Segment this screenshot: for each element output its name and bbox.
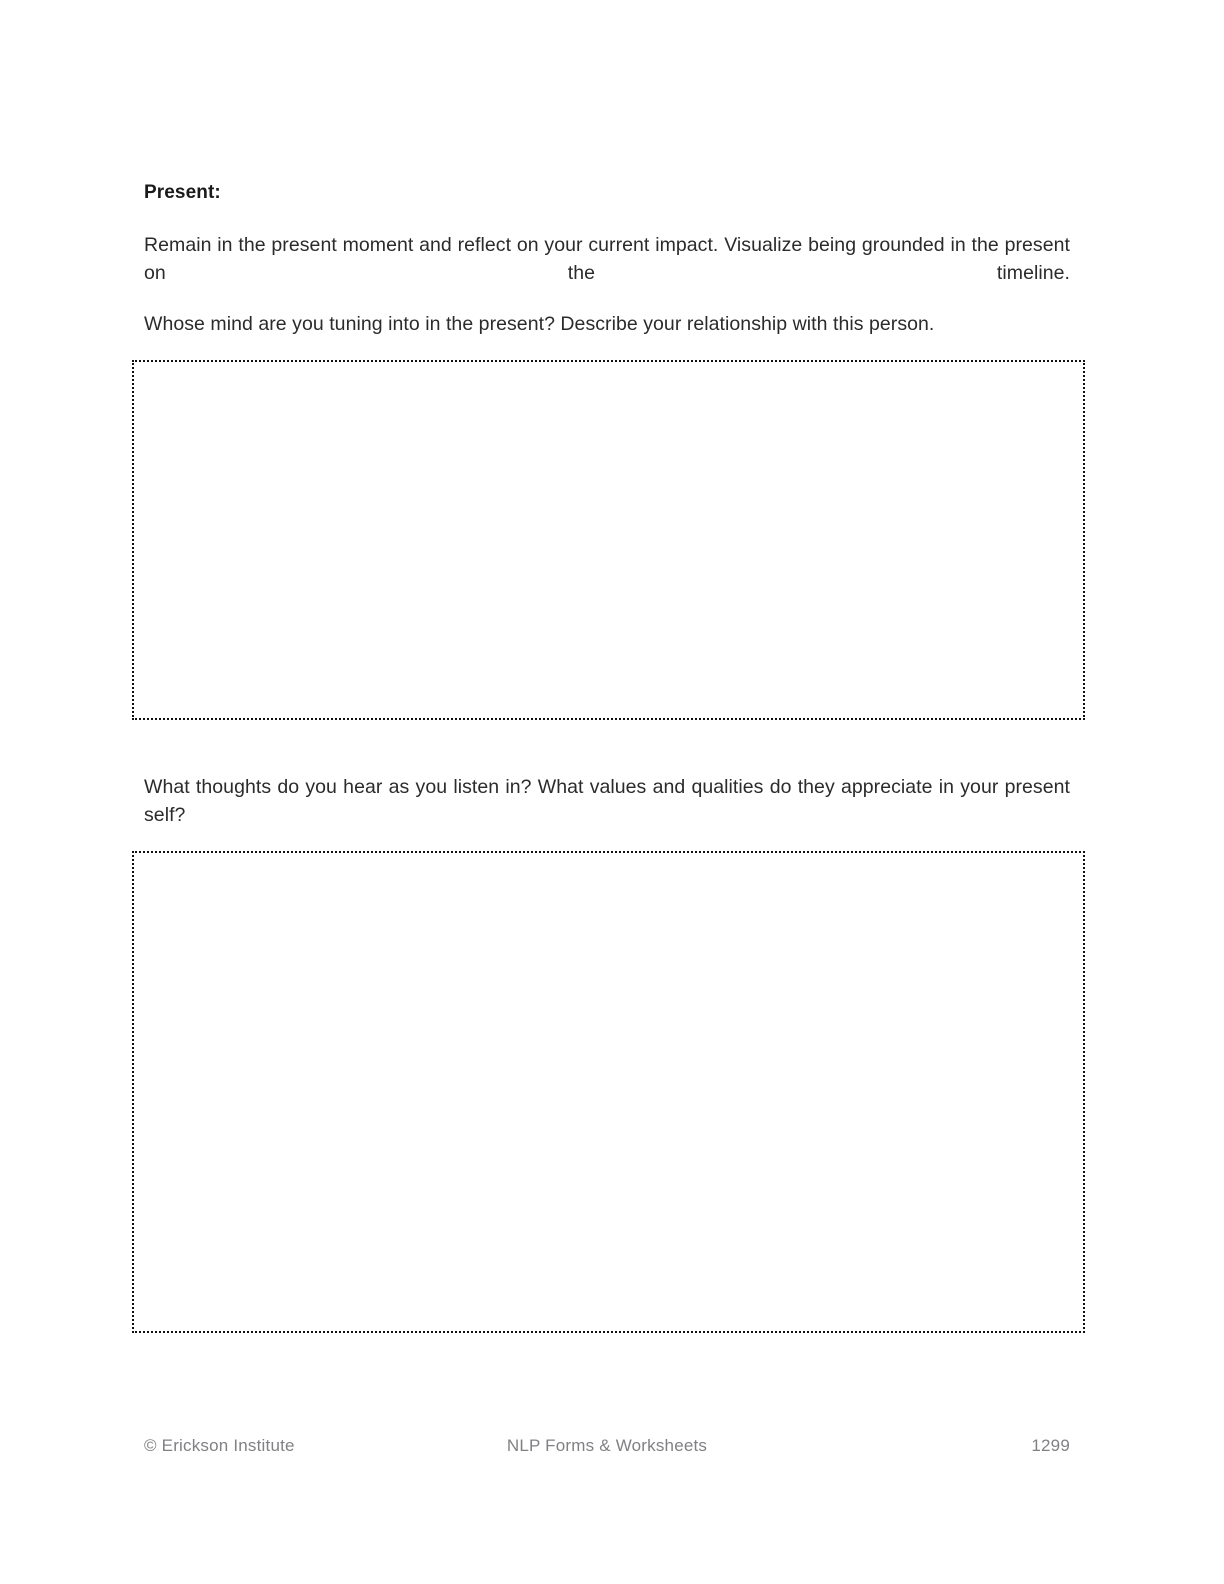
footer-title: NLP Forms & Worksheets — [506, 1436, 708, 1455]
page-title: Present: — [144, 182, 221, 203]
footer-copyright: © Erickson Institute — [144, 1436, 295, 1455]
question-prompt-1: Whose mind are you tuning into in the present? Describe your relationship with this person. — [144, 313, 935, 335]
answer-field-2[interactable] — [132, 851, 1085, 1333]
intro-paragraph: Remain in the present moment and reflect on your current impact. Visualize being grounded in the present on the timeline. — [144, 234, 1070, 284]
answer-field-1[interactable] — [132, 360, 1085, 720]
question-prompt-2: What thoughts do you hear as you listen in? What values and qualities do they appreciate in your present self? — [144, 776, 1070, 826]
footer-page-number: 1299 — [1031, 1436, 1070, 1455]
page-footer — [144, 1436, 1070, 1462]
